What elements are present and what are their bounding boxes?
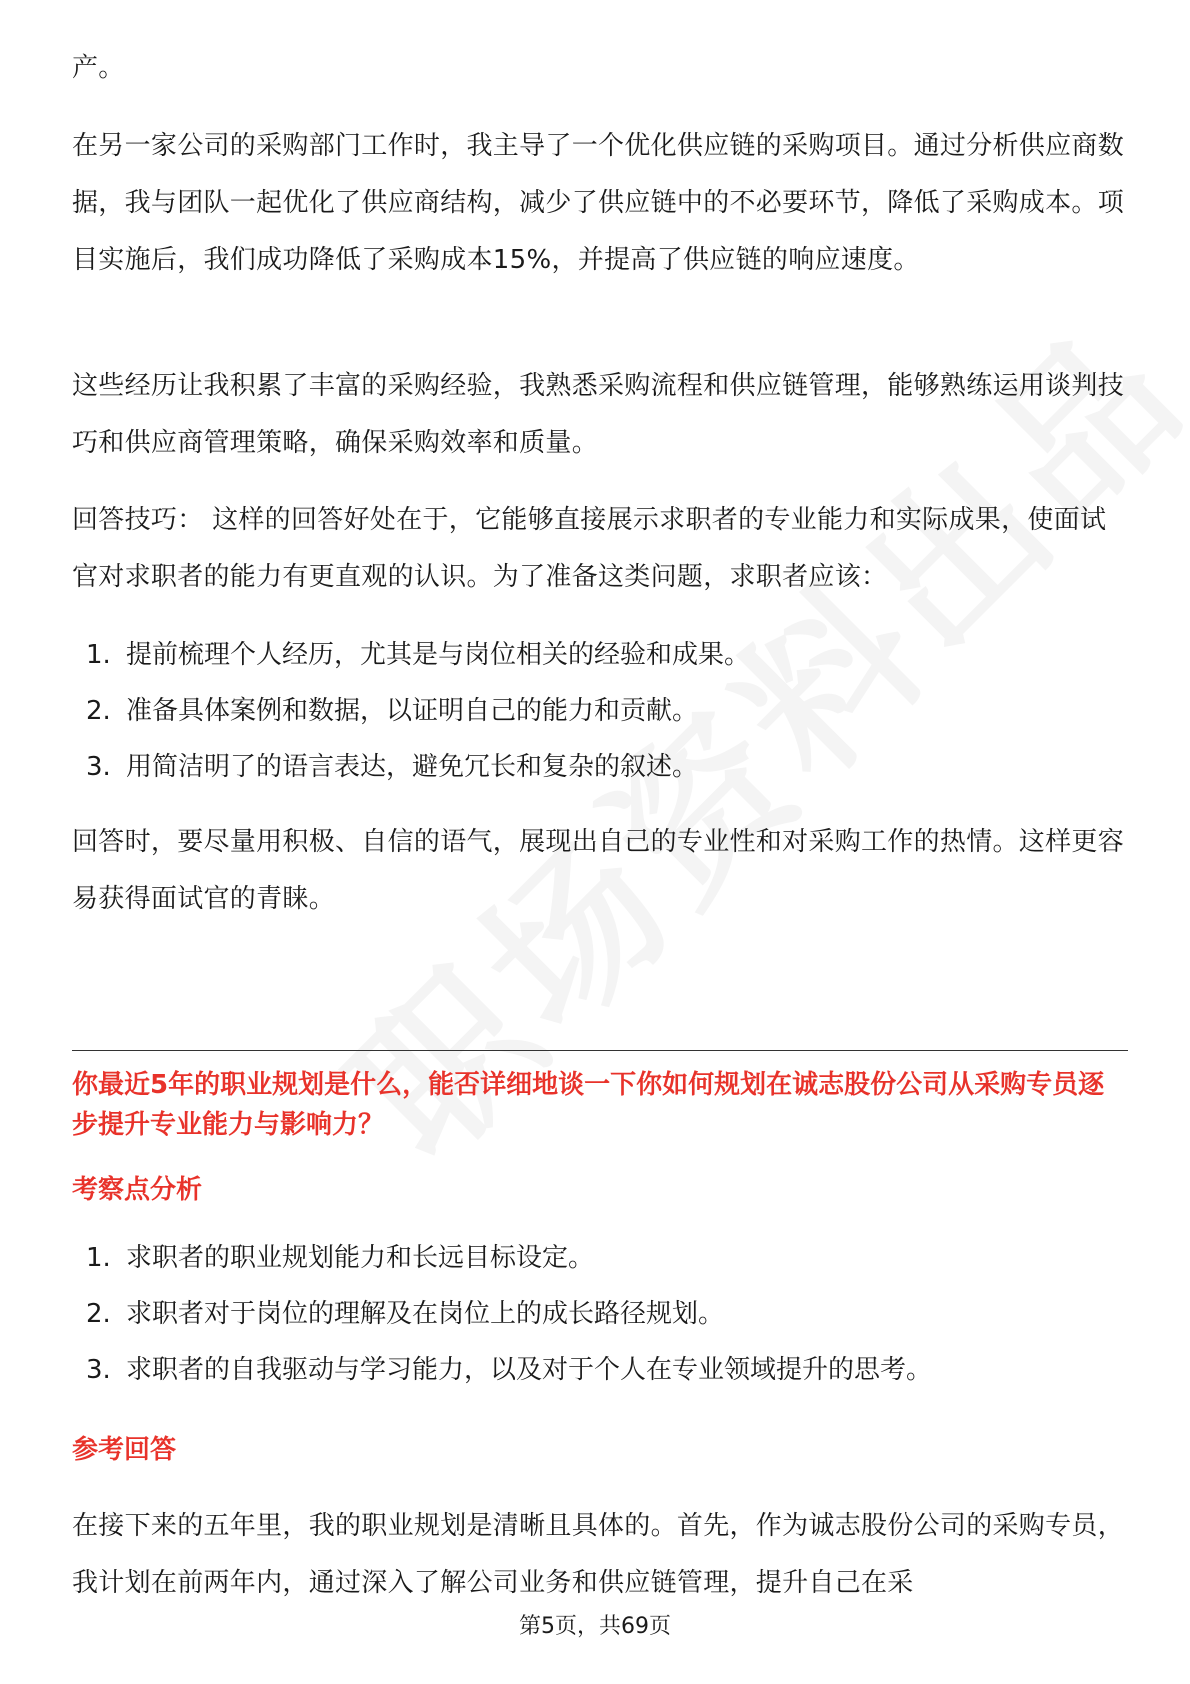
list-number: 3. — [86, 1355, 111, 1385]
list-item — [72, 1286, 1128, 1342]
analysis-heading: 考察点分析 — [72, 1175, 203, 1205]
list-number: 1. — [86, 1243, 111, 1273]
list-item — [72, 1230, 1128, 1286]
list-number: 2. — [86, 1299, 111, 1329]
reference-answer-text: 在接下来的五年里，我的职业规划是清晰且具体的。首先，作为诚志股份公司的采购专员，我计划在前两年内，通过深入了解公司业务和供应链管理，提升自己在采 — [72, 1511, 1125, 1598]
list-text: 准备具体案例和数据，以证明自己的能力和贡献。 — [126, 696, 699, 726]
list-text: 求职者的自我驱动与学习能力，以及对于个人在专业领域提升的思考。 — [126, 1355, 933, 1385]
reference-answer-heading: 参考回答 — [72, 1435, 177, 1465]
list-item — [72, 683, 1128, 739]
list-text: 求职者对于岗位的理解及在岗位上的成长路径规划。 — [126, 1299, 725, 1329]
list-number: 3. — [86, 752, 111, 782]
paragraph-supply-chain-project: 在另一家公司的采购部门工作时，我主导了一个优化供应链的采购项目。通过分析供应商数据，我与团队一起优化了供应商结构，减少了供应链中的不必要环节，降低了采购成本。项目实施后，我们成功降低了采购成本15%，并提高了供应链的响应速度。 — [72, 131, 1125, 275]
paragraph-experience-summary: 这些经历让我积累了丰富的采购经验，我熟悉采购流程和供应链管理，能够熟练运用谈判技巧和供应商管理策略，确保采购效率和质量。 — [72, 371, 1125, 458]
section-divider — [72, 1050, 1128, 1051]
paragraph-answer-tips: 回答技巧： 这样的回答好处在于，它能够直接展示求职者的专业能力和实际成果，使面试官对求职者的能力有更直观的认识。为了准备这类问题，求职者应该： — [72, 505, 1107, 592]
list-text: 提前梳理个人经历，尤其是与岗位相关的经验和成果。 — [126, 640, 751, 670]
list-number: 2. — [86, 696, 111, 726]
list-text: 求职者的职业规划能力和长远目标设定。 — [126, 1243, 595, 1273]
list-item — [72, 1342, 1128, 1398]
list-number: 1. — [86, 640, 111, 670]
list-item — [72, 627, 1128, 683]
paragraph-answer-attitude: 回答时，要尽量用积极、自信的语气，展现出自己的专业性和对采购工作的热情。这样更容易获得面试官的青睐。 — [72, 827, 1125, 914]
tips-list — [72, 627, 1128, 795]
document-page — [72, 0, 1128, 1684]
interview-question: 你最近5年的职业规划是什么，能否详细地谈一下你如何规划在诚志股份公司从采购专员逐步提升专业能力与影响力？ — [72, 1070, 1105, 1140]
paragraph-continuation: 产。 — [72, 53, 125, 83]
page-number: 第5页，共69页 — [519, 1614, 671, 1639]
analysis-list — [72, 1230, 1128, 1398]
list-item — [72, 739, 1128, 795]
list-text: 用简洁明了的语言表达，避免冗长和复杂的叙述。 — [126, 752, 699, 782]
